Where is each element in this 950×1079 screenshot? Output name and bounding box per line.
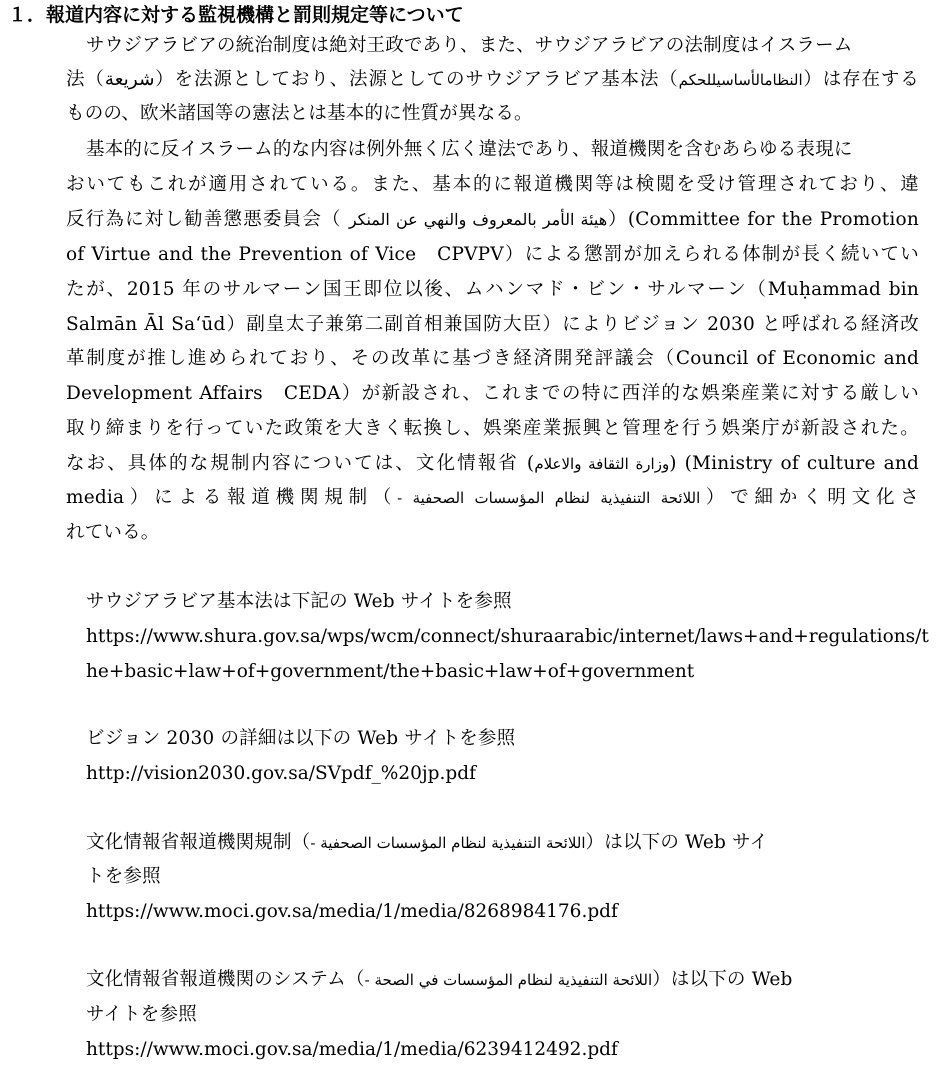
para2-text: ）(Committee for the Promotion: [607, 209, 920, 230]
para2-text: 反行為に対し勧善懲悪委員会（: [66, 209, 349, 230]
ref3-text: ）は以下の Web サイ: [585, 832, 769, 853]
ref4-label-line-2: サイトを参照: [86, 1004, 197, 1025]
arabic-committee-name: هيئة الأمر بالمعروف والنهي عن المنكر: [348, 210, 608, 229]
para1-text: ）は存在する: [802, 69, 920, 90]
para1-text: ）を法源としており、法源としてのサウジアラビア基本法（: [154, 69, 679, 90]
para2-line-1: 基本的に反イスラーム的な内容は例外無く広く違法であり、報道機関を含むあらゆる表現に: [86, 139, 853, 160]
ref4-text: 文化情報省報道機関のシステム（: [86, 969, 365, 990]
ref3-text: 文化情報省報道機関規制（: [86, 832, 311, 853]
para1-line-2: [66, 66, 919, 94]
ref4-text: ）は以下の Web: [652, 969, 793, 990]
para2-text: ) (Ministry of culture and: [669, 453, 919, 474]
arabic-ministry-name: وزارة الثقافة والاعلام: [534, 455, 670, 473]
para2-line-5: たが、2015 年のサルマーン国王即位以後、ムハンマド・ビン・サルマーン（Muḥammad bin: [66, 279, 919, 300]
section-heading: １．報道内容に対する監視機構と罰則規定等について: [8, 4, 464, 26]
arabic-system-name: اللائحة التنفيذية لنظام المؤسسات في الصحة -: [364, 971, 653, 989]
para1-text: 法（: [66, 69, 105, 90]
arabic-sharia: شريعة: [104, 69, 155, 90]
para2-line-4: of Virtue and the Prevention of Vice CPVPV）による懲罰が加えられる体制が長く続いてい: [66, 244, 919, 265]
ref3-label-line-1: [86, 829, 768, 857]
arabic-regulation-name: اللائحة التنفيذية لنظام المؤسسات الصحفية -: [310, 834, 586, 852]
ref2-url[interactable]: http://vision2030.gov.sa/SVpdf_%20jp.pdf: [86, 763, 476, 784]
ref2-label: ビジョン 2030 の詳細は以下の Web サイトを参照: [86, 728, 516, 749]
para2-line-12: れている。: [66, 522, 160, 543]
para2-line-3: [66, 206, 919, 234]
para2-line-10: [66, 450, 919, 478]
ref1-url-line-1[interactable]: https://www.shura.gov.sa/wps/wcm/connect/shuraarabic/internet/laws+and+regulations/t: [86, 626, 929, 647]
arabic-basic-law: النظامالأساسيللحكم: [678, 71, 803, 89]
para2-text: なお、具体的な規制内容については、文化情報省 (: [66, 453, 535, 474]
ref1-url-line-2[interactable]: he+basic+law+of+government/the+basic+law+of+government: [86, 661, 695, 682]
arabic-regulation-name: اللائحة التنفيذية لنظام المؤسسات الصحفية -: [397, 489, 701, 507]
para1-line-3: ものの、欧米諸国等の憲法とは基本的に性質が異なる。: [66, 103, 533, 124]
para2-line-11: [66, 484, 919, 512]
ref3-label-line-2: トを参照: [86, 866, 161, 887]
ref1-label: サウジアラビア基本法は下記の Web サイトを参照: [86, 591, 512, 612]
para2-line-6: Salmān Āl Sa‘ūd）副皇太子兼第二副首相兼国防大臣）によりビジョン 2030 と呼ばれる経済改: [66, 314, 919, 335]
para2-text: ）で細かく明文化さ: [700, 487, 920, 508]
para2-line-7: 革制度が推し進められており、その改革に基づき経済開発評議会（Council of Economic and: [66, 348, 919, 369]
para2-line-9: 取り締まりを行っていた政策を大きく転換し、娯楽産業振興と管理を行う娯楽庁が新設された。: [66, 418, 919, 439]
para1-line-1: サウジアラビアの統治制度は絶対王政であり、また、サウジアラビアの法制度はイスラーム: [86, 35, 853, 56]
ref3-url[interactable]: https://www.moci.gov.sa/media/1/media/8268984176.pdf: [86, 901, 618, 922]
para2-text: media）による報道機関規制（: [66, 487, 398, 508]
ref4-label-line-1: [86, 966, 793, 994]
para2-line-8: Development Affairs CEDA）が新設され、これまでの特に西洋的な娯楽産業に対する厳しい: [66, 383, 919, 404]
ref4-url[interactable]: https://www.moci.gov.sa/media/1/media/6239412492.pdf: [86, 1039, 618, 1060]
para2-line-2: おいてもこれが適用されている。また、基本的に報道機関等は検閲を受け管理されており、違: [66, 174, 919, 195]
